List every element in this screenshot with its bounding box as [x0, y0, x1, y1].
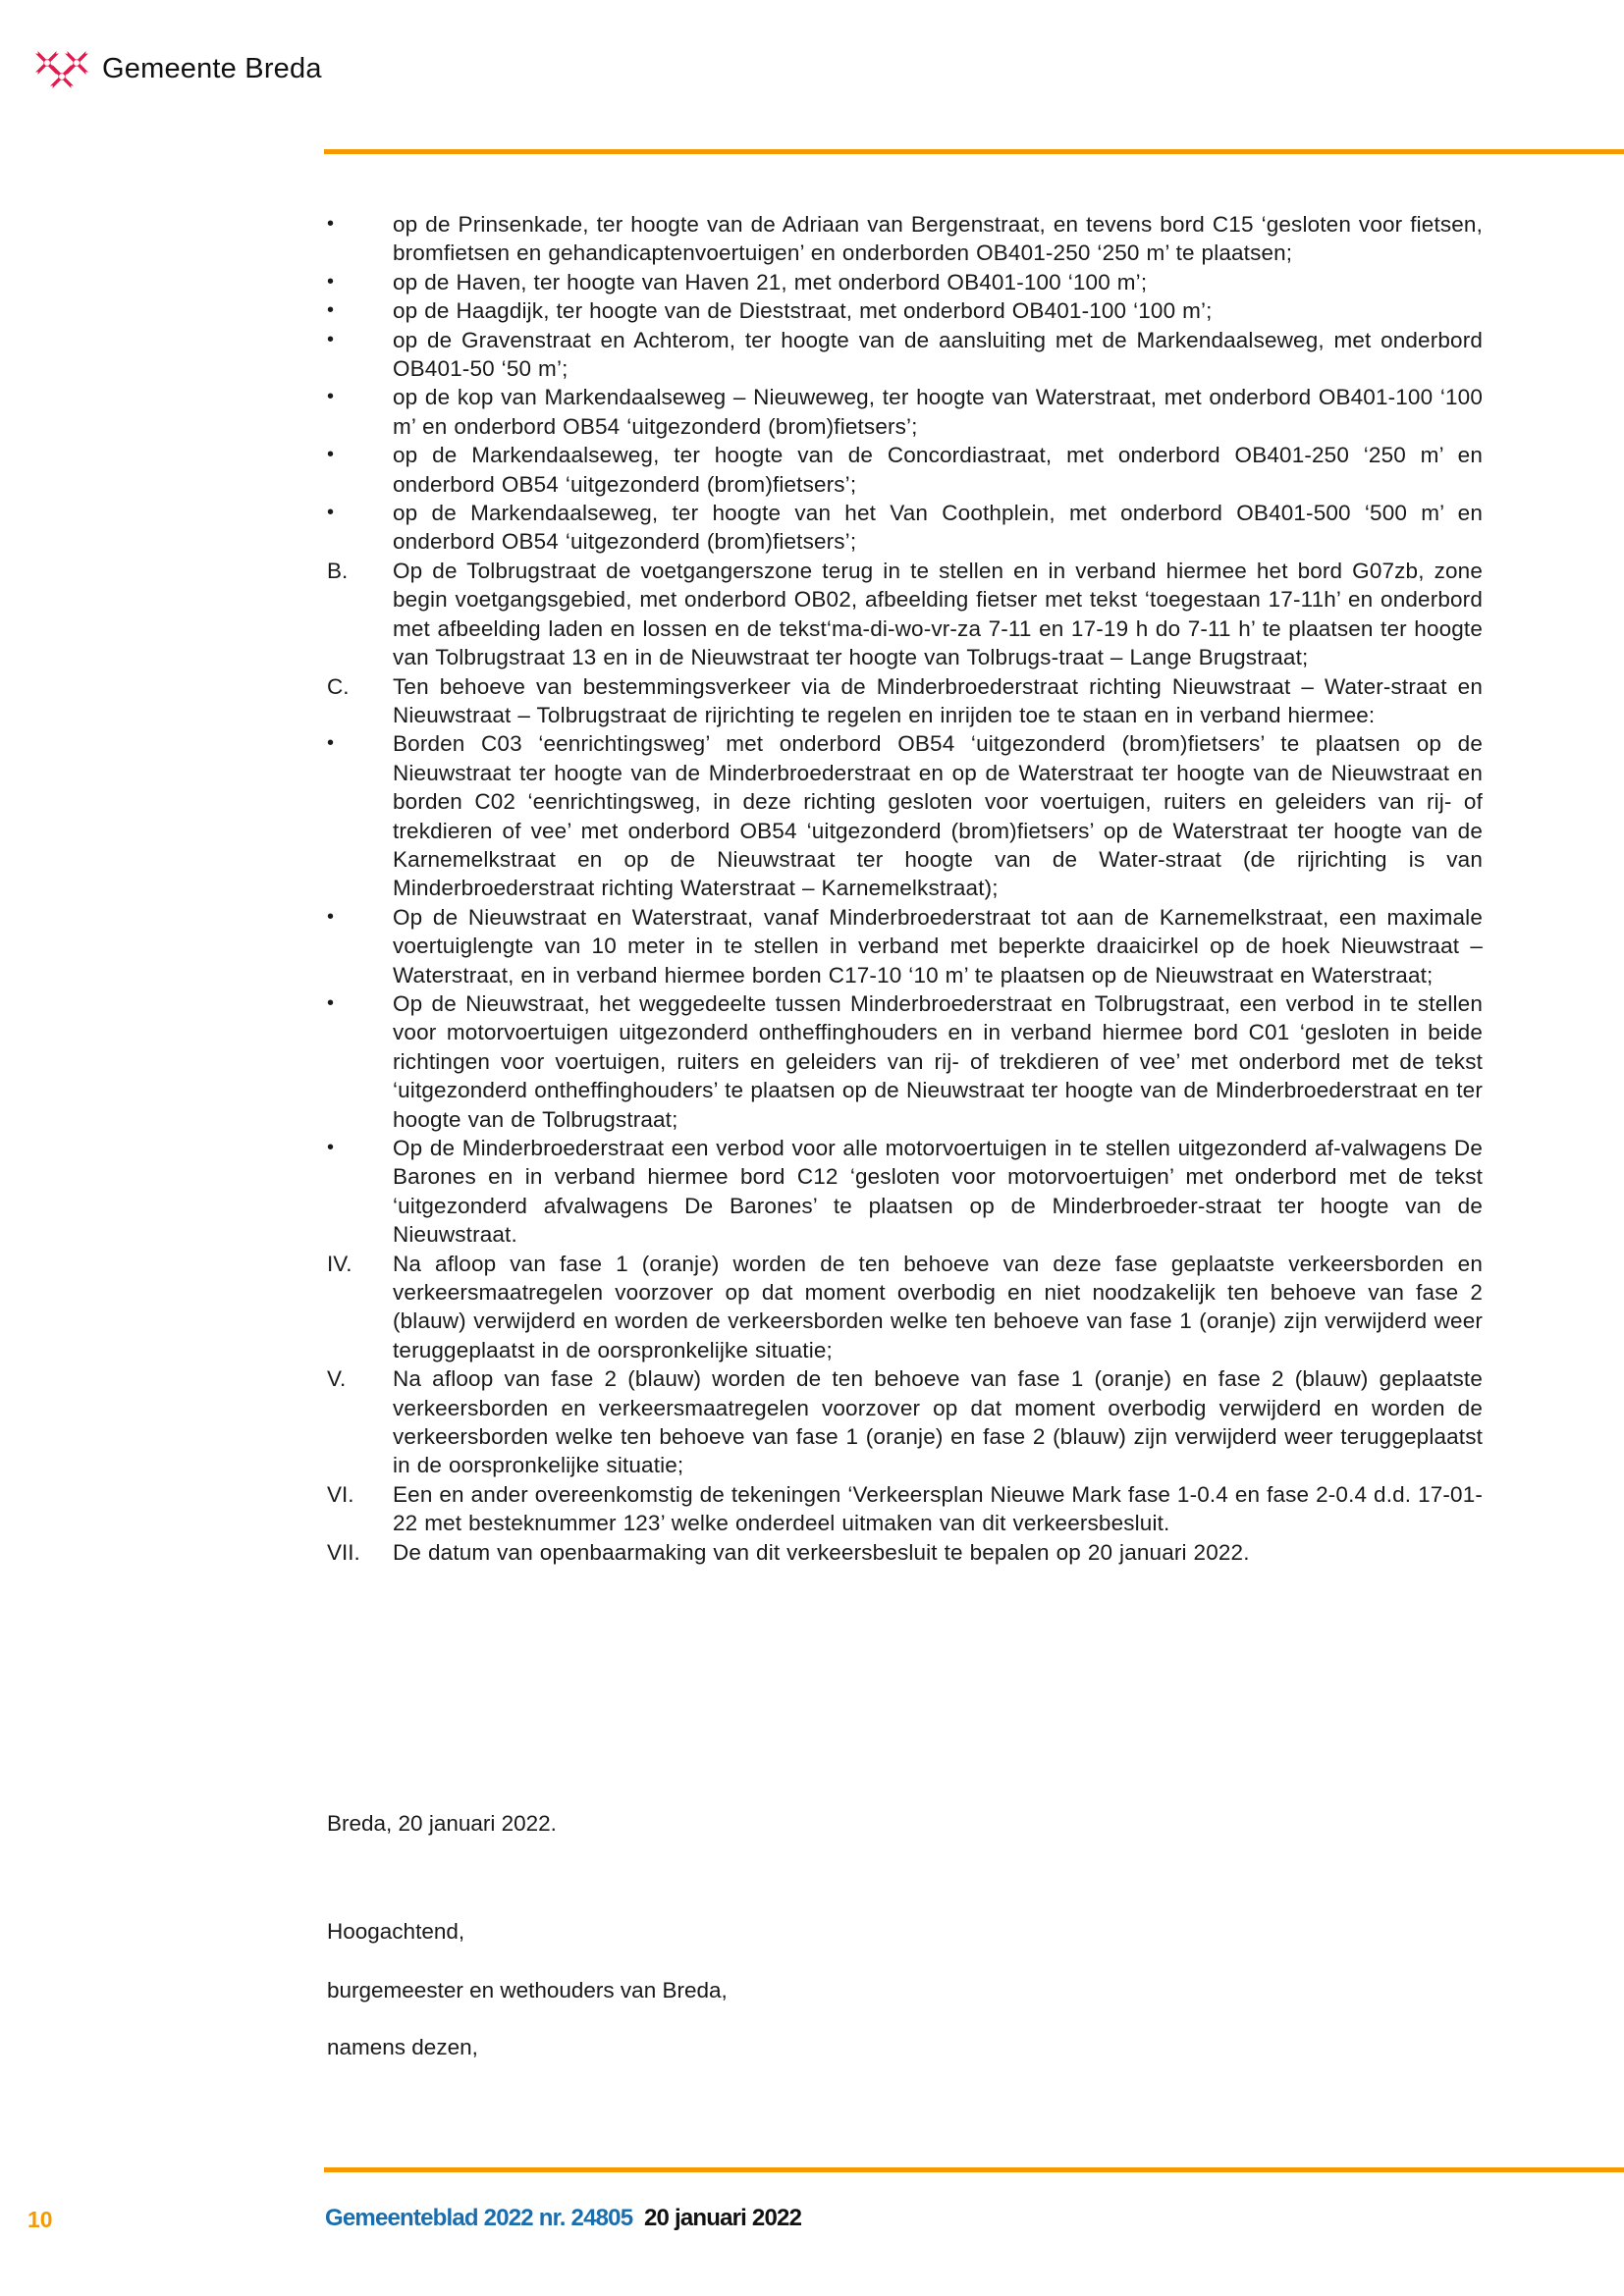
bullet-icon: • — [327, 328, 335, 350]
list-item-text: op de Haagdijk, ter hoogte van de Dieststraat, met onderbord OB401-100 ‘100 m’; — [393, 298, 1213, 324]
list-item-text: op de Haven, ter hoogte van Haven 21, met onderbord OB401-100 ‘100 m’; — [393, 269, 1148, 294]
signatory-line: burgemeester en wethouders van Breda, — [327, 1978, 728, 2002]
list-item — [327, 268, 1483, 296]
decision-list — [327, 210, 1483, 1567]
gemeente-breda-logo-icon — [35, 51, 90, 90]
list-item-marker: IV. — [327, 1251, 352, 1276]
list-item — [327, 499, 1483, 557]
list-item-text: Op de Nieuwstraat, het weggedeelte tussen Minderbroederstraat en Tolbrugstraat, een verbod in te stellen voor motorvoertuigen uitgezonderd ontheffinghouders en in verband hiermee bord C01 ‘gesloten in beide richtingen voor voertuigen, ruiters en geleiders van rij- of trekdieren of vee’ met onderbord met de tekst ‘uitgezonderd ontheffinghouders’ te plaatsen op de Nieuwstraat ter hoogte van de Minderbroederstraat en ter hoogte van de Tolbrugstraat; — [393, 990, 1483, 1132]
list-item — [327, 383, 1483, 441]
list-item-marker: V. — [327, 1366, 347, 1392]
logo-wordmark: Gemeente Breda — [102, 53, 322, 84]
list-item — [327, 557, 1483, 672]
bullet-icon: • — [327, 905, 335, 928]
list-item-text: Na afloop van fase 1 (oranje) worden de ten behoeve van deze fase geplaatste verkeersborden en verkeersmaatregelen voorzover op dat moment overbodig en niet noodzakelijk ten behoeve van fase 2 (blauw) verwijderd en worden de verkeersborden welke ten behoeve van fase 1 (oranje) zijn verwijderd weer teruggeplaatst in de oorspronkelijke situatie; — [393, 1251, 1483, 1362]
bullet-icon: • — [327, 1137, 335, 1158]
list-item — [327, 210, 1483, 268]
list-item-marker: VII. — [327, 1539, 360, 1565]
bullet-icon: • — [327, 991, 335, 1014]
list-item-text: Een en ander overeenkomstig de tekeningen ‘Verkeersplan Nieuwe Mark fase 1-0.4 en fase 2-0.4 d.d. 17-01-22 met besteknummer 123’ welke onderdeel uitmaken van dit verkeersbesluit. — [393, 1481, 1484, 1536]
publication-reference: Gemeenteblad 2022 nr. 24805 — [325, 2205, 633, 2231]
list-item-text: op de Gravenstraat en Achterom, ter hoogte van de aansluiting met de Markendaalseweg, met onderbord OB401-50 ‘50 m’; — [393, 327, 1483, 382]
list-item-text: Borden C03 ‘eenrichtingsweg’ met onderbord OB54 ‘uitgezonderd (brom)fietsers’ te plaatsen op de Nieuwstraat ter hoogte van de Minderbroederstraat en op de Waterstraat ter hoogte van de Nieuwstraat en borden C02 ‘eenrichtingsweg, in deze richting gesloten voor voertuigen, ruiters en geleiders van rij- of trekdieren of vee’ met onderbord OB54 ‘uitgezonderd (brom)fietsers’ op de Waterstraat ter hoogte van de Karnemelkstraat en op de Nieuwstraat ter hoogte van de Water-straat (de rijrichting is van Minderbroederstraat richting Waterstraat – Karnemelkstraat); — [393, 731, 1483, 901]
on-behalf-line: namens dezen, — [327, 2035, 478, 2059]
list-item — [327, 672, 1483, 730]
bullet-icon: • — [327, 299, 335, 322]
list-item — [327, 1250, 1483, 1365]
list-item-text: op de kop van Markendaalseweg – Nieuweweg, ter hoogte van Waterstraat, met onderbord OB401-100 ‘100 m’ en onderbord OB54 ‘uitgezonderd (brom)fietsers’; — [393, 385, 1483, 439]
bullet-icon: • — [327, 444, 335, 466]
list-item-text: De datum van openbaarmaking van dit verkeersbesluit te bepalen op 20 januari 2022. — [393, 1539, 1250, 1565]
page-number: 10 — [27, 2207, 53, 2232]
salutation-line: Hoogachtend, — [327, 1919, 465, 1944]
bullet-icon: • — [327, 502, 335, 524]
bullet-icon: • — [327, 732, 335, 755]
list-item-text: Op de Nieuwstraat en Waterstraat, vanaf Minderbroederstraat tot aan de Karnemelkstraat, een maximale voertuiglengte van 10 meter in te stellen in verband met beperkte draaicirkel op de hoek Nieuwstraat – Waterstraat, en in verband hiermee borden C17-10 ‘10 m’ te plaatsen op de Nieuwstraat en Waterstraat; — [393, 904, 1483, 988]
list-item-text: op de Markendaalseweg, ter hoogte van het Van Coothplein, met onderbord OB401-500 ‘500 m’ en onderbord OB54 ‘uitgezonderd (brom)fietsers’; — [393, 501, 1483, 555]
list-item-marker: C. — [327, 673, 350, 699]
bullet-icon: • — [327, 386, 335, 408]
list-item-marker: B. — [327, 558, 349, 583]
place-date-line: Breda, 20 januari 2022. — [327, 1811, 557, 1836]
list-item — [327, 1480, 1483, 1538]
list-item — [327, 989, 1483, 1134]
list-item — [327, 326, 1483, 384]
list-item-marker: VI. — [327, 1481, 354, 1507]
bullet-icon: • — [327, 213, 335, 235]
list-item-text: Na afloop van fase 2 (blauw) worden de ten behoeve van fase 1 (oranje) en fase 2 (blauw) geplaatste verkeersborden en verkeersmaatregelen voorzover op dat moment overbodig verwijderd en worden de verkeersborden welke ten behoeve van fase 1 (oranje) en fase 2 (blauw) zijn verwijderd weer teruggeplaatst in de oorspronkelijke situatie; — [393, 1366, 1483, 1478]
list-item — [327, 1364, 1483, 1480]
list-item-text: Op de Tolbrugstraat de voetgangerszone terug in te stellen en in verband hiermee het bord G07zb, zone begin voetgangsgebied, met onderbord OB02, afbeelding fietser met tekst ‘toegestaan 17-11h’ en onderbord met afbeelding laden en lossen en de tekst‘ma-di-wo-vr-za 7-11 en 17-19 h do 7-11 h’ te plaatsen ter hoogte van Tolbrugstraat 13 en in de Nieuwstraat ter hoogte van Tolbrugs-traat – Lange Brugstraat; — [393, 558, 1483, 670]
list-item-text: Op de Minderbroederstraat een verbod voor alle motorvoertuigen in te stellen uitgezonderd af-valwagens De Barones en in verband hiermee bord C12 ‘gesloten voor motorvoertuigen’ met onderbord met de tekst ‘uitgezonderd afvalwagens De Barones’ te plaatsen op de Minderbroeder-straat ter hoogte van de Nieuwstraat. — [393, 1136, 1483, 1248]
list-item — [327, 296, 1483, 325]
bullet-icon: • — [327, 270, 335, 293]
header-rule — [324, 149, 1624, 154]
list-item — [327, 1538, 1483, 1567]
list-item — [327, 1134, 1483, 1250]
list-item — [327, 903, 1483, 989]
list-item-text: Ten behoeve van bestemmingsverkeer via de Minderbroederstraat richting Nieuwstraat – Water-straat en Nieuwstraat – Tolbrugstraat de rijrichting te regelen en inrijden toe te staan en in verband hiermee: — [393, 673, 1483, 727]
list-item-text: op de Markendaalseweg, ter hoogte van de Concordiastraat, met onderbord OB401-250 ‘250 m’ en onderbord OB54 ‘uitgezonderd (brom)fietsers’; — [393, 443, 1483, 497]
list-item — [327, 441, 1483, 499]
list-item — [327, 729, 1483, 902]
footer-rule — [324, 2167, 1624, 2172]
publication-date: 20 januari 2022 — [644, 2205, 802, 2231]
list-item-text: op de Prinsenkade, ter hoogte van de Adriaan van Bergenstraat, en tevens bord C15 ‘gesloten voor fietsen, bromfietsen en gehandicaptenvoertuigen’ en onderborden OB401-250 ‘250 m’ te plaatsen; — [393, 212, 1483, 266]
